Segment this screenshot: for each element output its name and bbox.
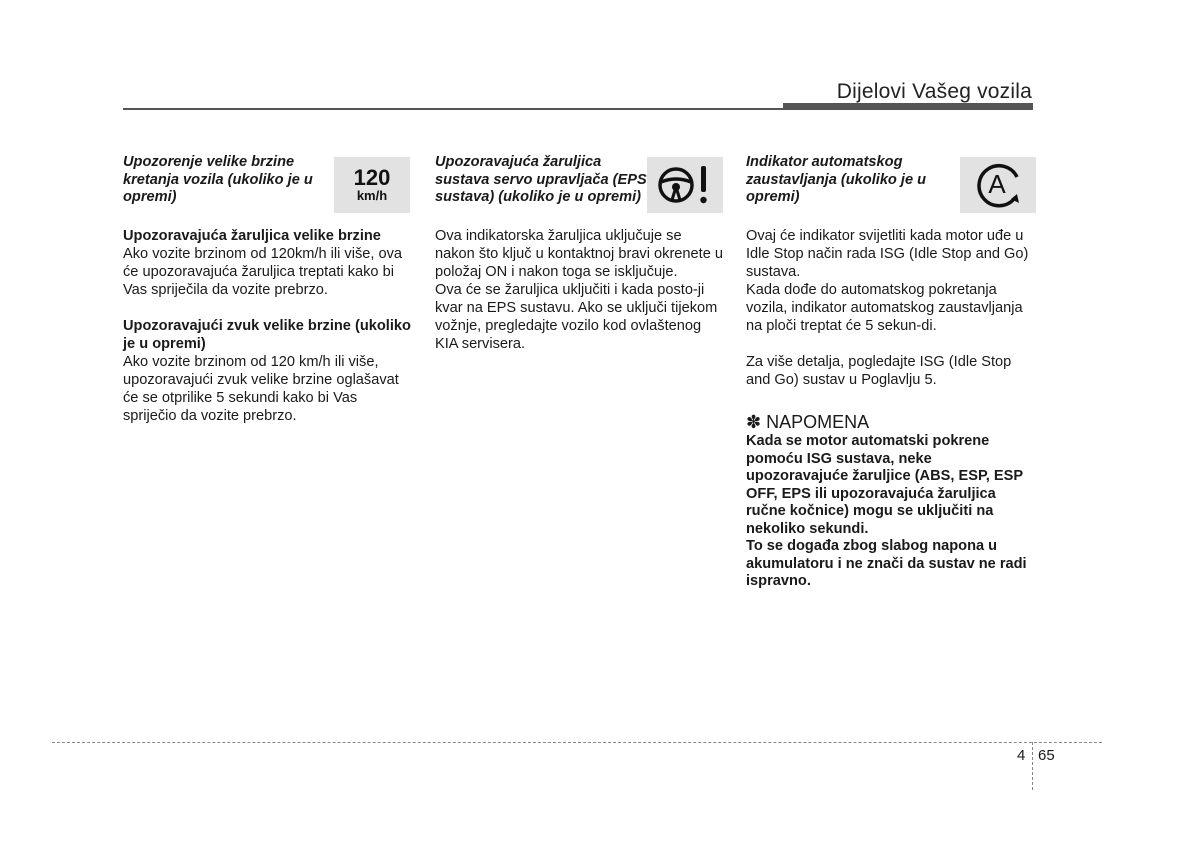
auto-stop-indicator-icon (960, 157, 1036, 213)
section-head (123, 154, 413, 214)
page-number: 65 (1038, 747, 1055, 764)
speed-unit: km/h (356, 188, 388, 203)
section-head (435, 154, 723, 214)
note-paragraph: To se događa zbog slabog napona u akumulatoru i ne znači da sustav ne radi ispravno. (746, 538, 1027, 589)
paragraph: Ova će se žaruljica uključiti i kada posto-ji kvar na EPS sustavu. Ako se uključi tijekom vožnje, pregledajte vozilo kod ovlaštenog KIA servisera. (435, 282, 718, 352)
chapter-number: 4 (1017, 747, 1026, 764)
speed-number: 120 (353, 165, 391, 190)
paragraph: Za više detalja, pogledajte ISG (Idle Stop and Go) sustav u Poglavlju 5. (746, 354, 1012, 388)
steering-wheel-warning-icon (647, 157, 723, 213)
section-title: Indikator automatskog zaustavljanja (ukoliko je u opremi) (746, 154, 927, 205)
page-header-title: Dijelovi Vašeg vozila (836, 80, 1032, 103)
asterisk-icon: ✽ (746, 412, 762, 432)
column-auto-stop-indicator (746, 154, 1036, 591)
column-eps-warning (435, 154, 723, 353)
subheading-warning-sound: Upozoravajući zvuk velike brzine (ukoliko je u opremi) (123, 318, 411, 352)
column-high-speed-warning (123, 154, 413, 425)
subheading-warning-light: Upozoravajuća žaruljica velike brzine (123, 228, 381, 244)
note-heading (746, 411, 1036, 433)
footer-rule (52, 742, 1102, 743)
section-title: Upozorenje velike brzine kretanja vozila (ukoliko je u opremi) (123, 154, 313, 205)
auto-stop-letter: A (988, 169, 1006, 199)
note-title: NAPOMENA (766, 412, 870, 432)
paragraph: Ovaj će indikator svijetliti kada motor uđe u Idle Stop način rada ISG (Idle Stop and Go) sustava. (746, 228, 1029, 280)
section-title: Upozoravajuća žaruljica sustava servo upravljača (EPS sustava) (ukoliko je u opremi) (435, 154, 647, 205)
paragraph: Ako vozite brzinom od 120km/h ili više, ova će upozoravajuća žaruljica treptati kako bi Vas spriječila da vozite prebrzo. (123, 246, 403, 298)
header-rule-accent (783, 103, 1033, 110)
section-head (746, 154, 1036, 214)
speed-120-warning-icon (334, 157, 410, 213)
paragraph: Ako vozite brzinom od 120 km/h ili više, upozoravajući zvuk velike brzine oglašavat će se otprilike 5 sekundi kako bi Vas spriječio da vozite prebrzo. (123, 354, 399, 424)
footer-divider (1032, 742, 1033, 790)
note-paragraph: Kada se motor automatski pokrene pomoću ISG sustava, neke upozoravajuće žaruljice (ABS, ESP, ESP OFF, EPS ili upozoravajuća žaruljica ručne kočnice) mogu se uključiti na nekoliko sekundi. (746, 433, 1023, 537)
paragraph: Kada dođe do automatskog pokretanja vozila, indikator automatskog zaustavljanja na ploči treptat će 5 sekun-di. (746, 282, 1023, 334)
paragraph: Ova indikatorska žaruljica uključuje se nakon što ključ u kontaktnoj bravi okrenete u položaj ON i nakon toga se isključuje. (435, 228, 723, 280)
